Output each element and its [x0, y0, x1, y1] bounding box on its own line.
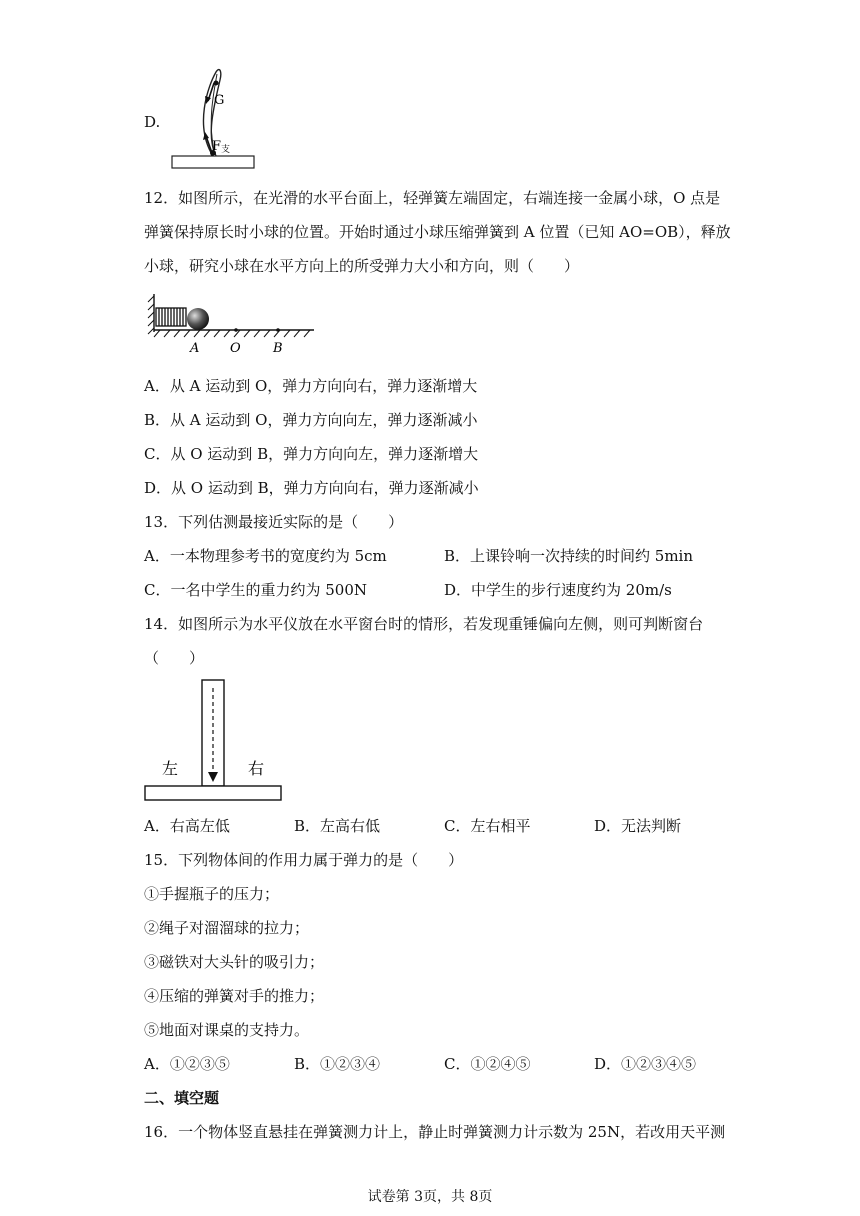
q15-item-2: ②绳子对溜溜球的拉力；	[144, 919, 310, 937]
spring	[156, 308, 186, 326]
label-b: B	[273, 341, 283, 356]
table-hatching	[154, 330, 310, 337]
q13-stem: 13．下列估测最接近实际的是（ ）	[144, 513, 404, 531]
label-f-sub: 支	[221, 145, 231, 155]
wall-hatching	[148, 296, 154, 334]
page-footer: 试卷第 3页，共 8页	[367, 1189, 493, 1205]
q14-option-b: B．左高右低	[294, 817, 381, 835]
q13-option-c: C．一名中学生的重力约为 500N	[144, 581, 368, 599]
q11-option-d-label: D.	[144, 113, 161, 131]
label-a: A	[190, 341, 200, 356]
label-f: F	[212, 139, 222, 154]
q12-figure	[146, 290, 318, 358]
q14-option-d: D．无法判断	[594, 817, 682, 835]
q12-stem-line-1: 12．如图所示，在光滑的水平台面上，轻弹簧左端固定，右端连接一金属小球，O 点是	[144, 189, 721, 207]
q14-option-c: C．左右相平	[444, 817, 531, 835]
q12-option-d: D．从 O 运动到 B，弹力方向向右，弹力逐渐减小	[144, 479, 479, 497]
q13-option-b: B．上课铃响一次持续的时间约 5min	[444, 547, 694, 565]
q13-option-a: A．一本物理参考书的宽度约为 5cm	[144, 547, 387, 565]
q15-option-a: A．①②③⑤	[144, 1055, 230, 1073]
q12-option-a: A．从 A 运动到 O，弹力方向向右，弹力逐渐增大	[144, 377, 478, 395]
q16-stem: 16．一个物体竖直悬挂在弹簧测力计上，静止时弹簧测力计示数为 25N，若改用天平测	[144, 1123, 726, 1141]
q15-option-c: C．①②④⑤	[444, 1055, 531, 1073]
q13-option-d: D．中学生的步行速度约为 20m/s	[444, 581, 672, 599]
section-title-fill-in: 二、填空题	[144, 1089, 220, 1107]
q15-stem: 15．下列物体间的作用力属于弹力的是（ ）	[144, 851, 464, 869]
q14-figure	[140, 676, 286, 804]
q15-item-3: ③磁铁对大头针的吸引力；	[144, 953, 325, 971]
label-o: O	[230, 341, 241, 356]
q15-item-4: ④压缩的弹簧对手的推力；	[144, 987, 325, 1005]
q15-option-d: D．①②③④⑤	[594, 1055, 697, 1073]
q12-stem-line-3: 小球，研究小球在水平方向上的所受弹力大小和方向，则（ ）	[144, 257, 580, 275]
table-surface	[172, 156, 254, 168]
q11-figure	[168, 66, 258, 170]
q15-item-5: ⑤地面对课桌的支持力。	[144, 1021, 310, 1039]
point-b-dot	[276, 328, 280, 332]
label-g: G	[214, 93, 225, 108]
point-o-dot	[234, 328, 238, 332]
metal-ball	[187, 308, 209, 330]
level-base	[145, 786, 281, 800]
q12-option-b: B．从 A 运动到 O，弹力方向向左，弹力逐渐减小	[144, 411, 478, 429]
label-left: 左	[162, 759, 179, 778]
q12-option-c: C．从 O 运动到 B，弹力方向向左，弹力逐渐增大	[144, 445, 479, 463]
q15-option-b: B．①②③④	[294, 1055, 381, 1073]
q12-stem-line-2: 弹簧保持原长时小球的位置。开始时通过小球压缩弹簧到 A 位置（已知 AO=OB），释放	[144, 223, 731, 241]
q15-item-1: ①手握瓶子的压力；	[144, 885, 280, 903]
q14-option-a: A．右高左低	[144, 817, 230, 835]
q14-stem-line-2: （ ）	[144, 649, 205, 667]
label-right: 右	[248, 759, 265, 778]
q14-stem-line-1: 14．如图所示为水平仪放在水平窗台时的情形，若发现重锤偏向左侧，则可判断窗台	[144, 615, 704, 633]
